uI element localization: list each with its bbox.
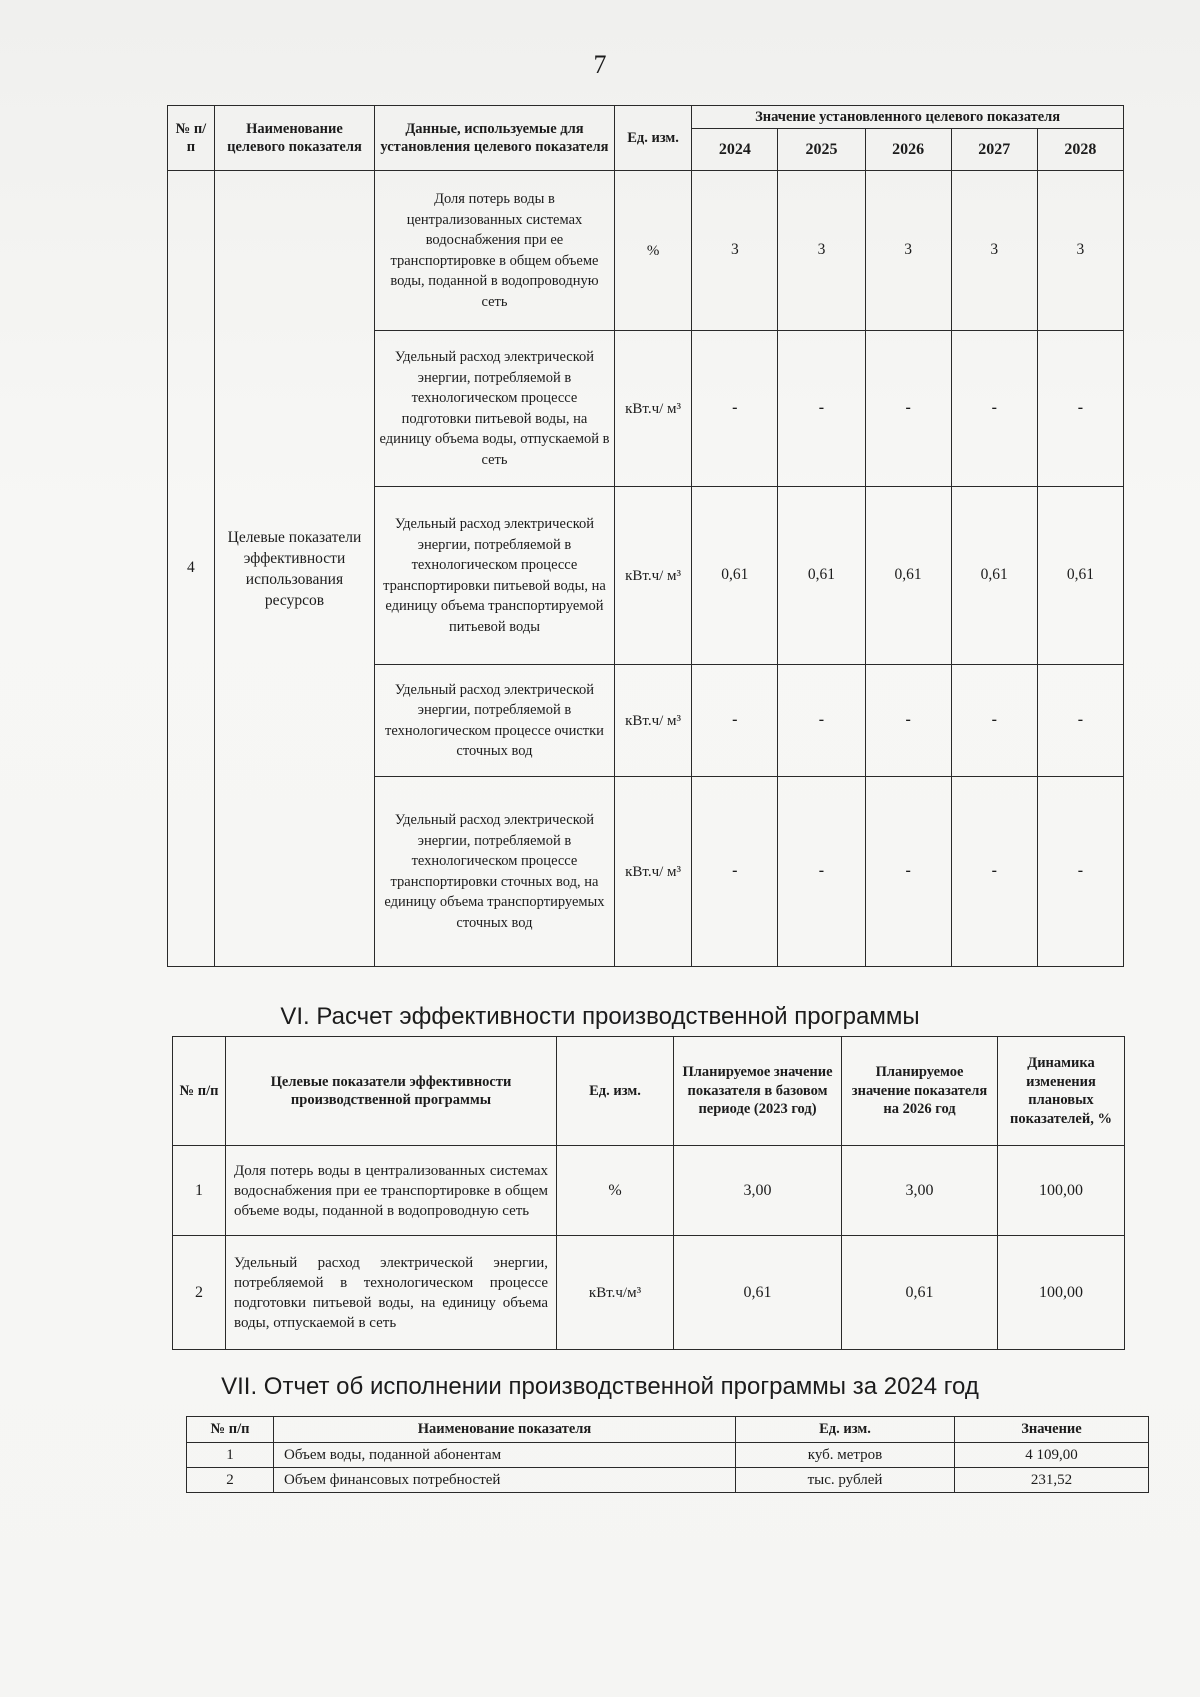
value-cell: -: [1037, 331, 1123, 487]
indicator-cell: Удельный расход электрической энергии, потребляемой в технологическом процессе подготовки питьевой воды, на единицу объема воды, отпускаемой в сеть: [226, 1236, 557, 1350]
row-number: 2: [173, 1236, 226, 1350]
header-planned-2026: Планируемое значение показателя на 2026 год: [842, 1037, 998, 1146]
group-number: 4: [168, 171, 215, 967]
indicator-description: Удельный расход электрической энергии, потребляемой в технологическом процессе очистки сточных вод: [375, 665, 615, 777]
value-cell: 3: [692, 171, 778, 331]
row-number: 1: [173, 1146, 226, 1236]
value-cell: -: [778, 777, 865, 967]
value-cell: -: [778, 331, 865, 487]
value-cell: 0,61: [865, 487, 951, 665]
value-cell: 0,61: [1037, 487, 1123, 665]
program-execution-report-table: [186, 1416, 1149, 1493]
value-cell: -: [1037, 665, 1123, 777]
table-row: [187, 1468, 1149, 1493]
unit-cell: %: [614, 171, 691, 331]
header-indicator-name: Наименование целевого показателя: [214, 106, 374, 171]
dynamics-cell: 100,00: [998, 1146, 1125, 1236]
header-num: № п/п: [168, 106, 215, 171]
value-cell: -: [692, 777, 778, 967]
page-number: 7: [593, 50, 607, 79]
header-indicator: Целевые показатели эффективности производственной программы: [226, 1037, 557, 1146]
header-dynamics: Динамика изменения плановых показателей, %: [998, 1037, 1125, 1146]
header-target-value: Значение установленного целевого показателя: [692, 106, 1124, 129]
indicator-name-cell: Объем воды, поданной абонентам: [274, 1443, 736, 1468]
planned-base-cell: 0,61: [674, 1236, 842, 1350]
value-cell: -: [951, 331, 1037, 487]
header-year: 2027: [951, 129, 1037, 171]
header-num: № п/п: [187, 1417, 274, 1443]
header-name: Наименование показателя: [274, 1417, 736, 1443]
header-unit: Ед. изм.: [557, 1037, 674, 1146]
indicator-description: Удельный расход электрической энергии, потребляемой в технологическом процессе транспортировки питьевой воды, на единицу объема транспортируемой питьевой воды: [375, 487, 615, 665]
value-cell: 0,61: [778, 487, 865, 665]
unit-cell: тыс. рублей: [736, 1468, 955, 1493]
value-cell: 3: [865, 171, 951, 331]
row-number: 1: [187, 1443, 274, 1468]
unit-cell: кВт.ч/ м³: [614, 665, 691, 777]
value-cell: 0,61: [951, 487, 1037, 665]
unit-cell: кВт.ч/м³: [557, 1236, 674, 1350]
section-vii-title: VII. Отчет об исполнении производственной программы за 2024 год: [221, 1373, 979, 1400]
header-year: 2028: [1037, 129, 1123, 171]
table-row: [168, 171, 1124, 331]
value-cell: -: [865, 665, 951, 777]
unit-cell: кВт.ч/ м³: [614, 777, 691, 967]
value-cell: -: [692, 665, 778, 777]
group-name: Целевые показатели эффективности использования ресурсов: [214, 171, 374, 967]
table-row: [173, 1236, 1125, 1350]
value-cell: -: [778, 665, 865, 777]
header-unit: Ед. изм.: [614, 106, 691, 171]
value-cell: 3: [951, 171, 1037, 331]
efficiency-calculation-table: [172, 1036, 1125, 1350]
value-cell: -: [865, 777, 951, 967]
header-value: Значение: [955, 1417, 1149, 1443]
dynamics-cell: 100,00: [998, 1236, 1125, 1350]
unit-cell: кВт.ч/ м³: [614, 331, 691, 487]
header-num: № п/п: [173, 1037, 226, 1146]
header-data-used: Данные, используемые для установления целевого показателя: [375, 106, 615, 171]
value-cell: 3: [778, 171, 865, 331]
row-number: 2: [187, 1468, 274, 1493]
indicator-description: Доля потерь воды в централизованных системах водоснабжения при ее транспортировке в общем объеме воды, поданной в водопроводную сеть: [375, 171, 615, 331]
unit-cell: кВт.ч/ м³: [614, 487, 691, 665]
value-cell: -: [692, 331, 778, 487]
planned-2026-cell: 3,00: [842, 1146, 998, 1236]
value-cell: -: [951, 777, 1037, 967]
value-cell: 0,61: [692, 487, 778, 665]
value-cell: -: [865, 331, 951, 487]
value-cell: -: [951, 665, 1037, 777]
indicator-name-cell: Объем финансовых потребностей: [274, 1468, 736, 1493]
planned-2026-cell: 0,61: [842, 1236, 998, 1350]
indicator-cell: Доля потерь воды в централизованных системах водоснабжения при ее транспортировке в общем объеме воды, поданной в водопроводную сеть: [226, 1146, 557, 1236]
value-cell: 3: [1037, 171, 1123, 331]
value-cell: 4 109,00: [955, 1443, 1149, 1468]
header-year: 2024: [692, 129, 778, 171]
section-vi-title: VI. Расчет эффективности производственной программы: [280, 1003, 920, 1030]
header-planned-base: Планируемое значение показателя в базовом периоде (2023 год): [674, 1037, 842, 1146]
header-year: 2026: [865, 129, 951, 171]
value-cell: 231,52: [955, 1468, 1149, 1493]
value-cell: -: [1037, 777, 1123, 967]
table-row: [173, 1146, 1125, 1236]
indicator-description: Удельный расход электрической энергии, потребляемой в технологическом процессе подготовки питьевой воды, на единицу объема воды, отпускаемой в сеть: [375, 331, 615, 487]
header-unit: Ед. изм.: [736, 1417, 955, 1443]
target-indicators-table: [167, 105, 1124, 967]
unit-cell: куб. метров: [736, 1443, 955, 1468]
header-year: 2025: [778, 129, 865, 171]
planned-base-cell: 3,00: [674, 1146, 842, 1236]
table-row: [187, 1443, 1149, 1468]
unit-cell: %: [557, 1146, 674, 1236]
indicator-description: Удельный расход электрической энергии, потребляемой в технологическом процессе транспортировки сточных вод, на единицу объема транспортируемых сточных вод: [375, 777, 615, 967]
